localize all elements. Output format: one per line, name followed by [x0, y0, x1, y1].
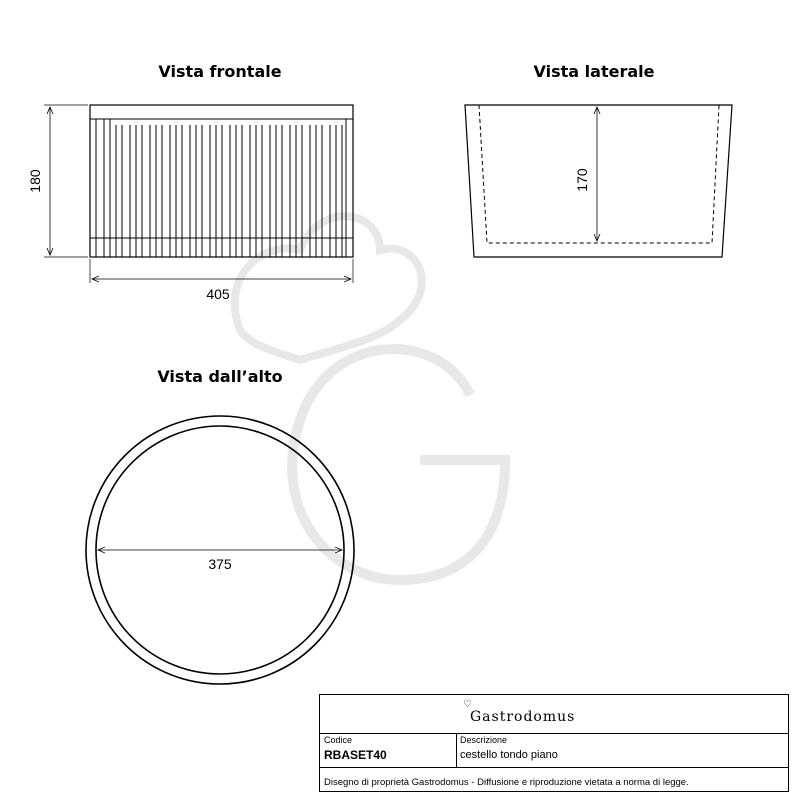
top-view-title: Vista dall’alto: [157, 367, 283, 386]
side-view: [465, 105, 732, 257]
side-view-title: Vista laterale: [533, 62, 655, 81]
description-label: Descrizione: [460, 735, 508, 745]
column-divider: [456, 733, 457, 767]
product-description: cestello tondo piano: [460, 749, 558, 761]
front-view-title: Vista frontale: [158, 62, 282, 81]
title-block-header: [320, 695, 788, 734]
height-dimension-label: 180: [27, 169, 43, 193]
copyright-notice: Disegno di proprietà Gastrodomus - Diffusione e riproduzione vietata a norma di legge.: [324, 777, 689, 788]
brand-name: Gastrodomus: [470, 709, 576, 725]
code-label: Codice: [324, 735, 353, 745]
width-dimension-label: 405: [206, 286, 230, 302]
watermark-logo: [235, 216, 505, 580]
inner-height-dimension-label: 170: [574, 168, 590, 192]
chef-hat-icon: ♡: [463, 699, 472, 710]
diameter-dimension-label: 375: [208, 556, 232, 572]
title-block-info-row: [320, 733, 788, 768]
top-view: [86, 416, 354, 684]
product-code: RBASET40: [324, 748, 387, 762]
title-block: [319, 694, 789, 792]
front-view: [44, 105, 353, 283]
